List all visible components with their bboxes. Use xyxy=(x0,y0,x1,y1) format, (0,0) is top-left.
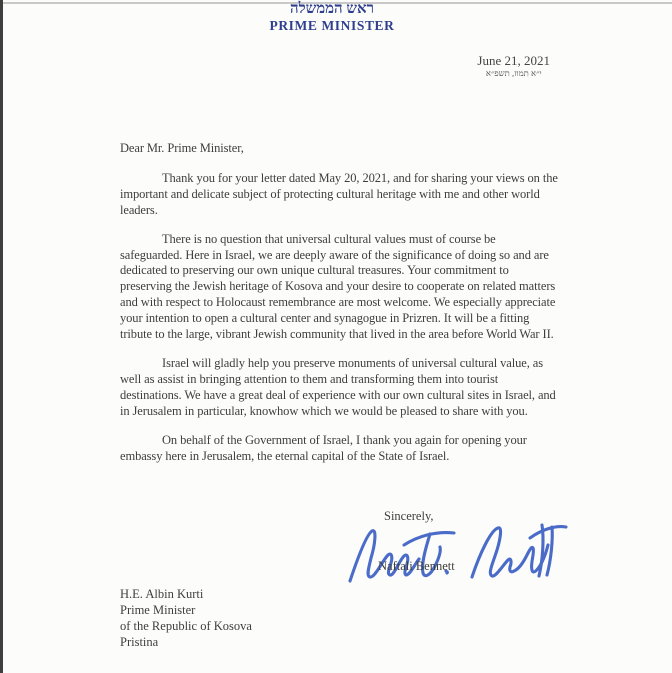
paragraph-4: On behalf of the Government of Israel, I thank you again for opening your embassy here in Jerusalem, the eternal capital of the State of Israel. xyxy=(120,432,527,463)
date-english: June 21, 2021 xyxy=(477,53,550,68)
typed-signature-name: Naftali Bennett xyxy=(378,559,455,573)
salutation: Dear Mr. Prime Minister, xyxy=(120,141,244,155)
scan-edge-left xyxy=(0,0,3,673)
paragraph-3: Israel will gladly help you preserve monuments of universal cultural value, as well as assist in bringing attention to them and transforming them into tourist destinations. We have a great deal of experience with our own cultural sites in Israel, and in Jerusalem in particular, knowhow which we would be pleased to share with you. xyxy=(120,355,556,418)
date-hebrew: י״א תמוז, תשפ״א xyxy=(485,68,542,79)
letterhead-english-title: PRIME MINISTER xyxy=(269,18,395,34)
closing-sincerely: Sincerely, xyxy=(384,509,434,523)
recipient-title: Prime Minister xyxy=(120,603,196,617)
signature-ink-icon xyxy=(344,518,570,590)
letterhead-hebrew-title: ראש הממשלה xyxy=(289,1,375,17)
recipient-city: Pristina xyxy=(120,635,159,649)
recipient-name: H.E. Albin Kurti xyxy=(120,587,204,601)
recipient-country: of the Republic of Kosova xyxy=(120,619,252,633)
recipient-address-block xyxy=(120,586,252,650)
date-block xyxy=(477,54,550,79)
paragraph-1: Thank you for your letter dated May 20, 2021, and for sharing your views on the important and delicate subject of protecting cultural heritage with me and other world leaders. xyxy=(120,170,558,217)
handwritten-signature xyxy=(344,518,570,590)
letter-body xyxy=(120,141,558,477)
letterhead xyxy=(0,1,664,34)
paragraph-2: There is no question that universal cultural values must of course be safeguarded. Here in Israel, we are deeply aware of the significance of doing so and are dedicated to preserving our own unique cultural treasures. Your commitment to preserving the Jewish heritage of Kosova and your desire to cooperate on related matters and with respect to Holocaust remembrance are most welcome. We especially appreciate your intention to open a cultural center and synagogue in Prizren. It will be a fitting tribute to the large, vibrant Jewish community that lived in the area before World War II. xyxy=(120,231,556,342)
